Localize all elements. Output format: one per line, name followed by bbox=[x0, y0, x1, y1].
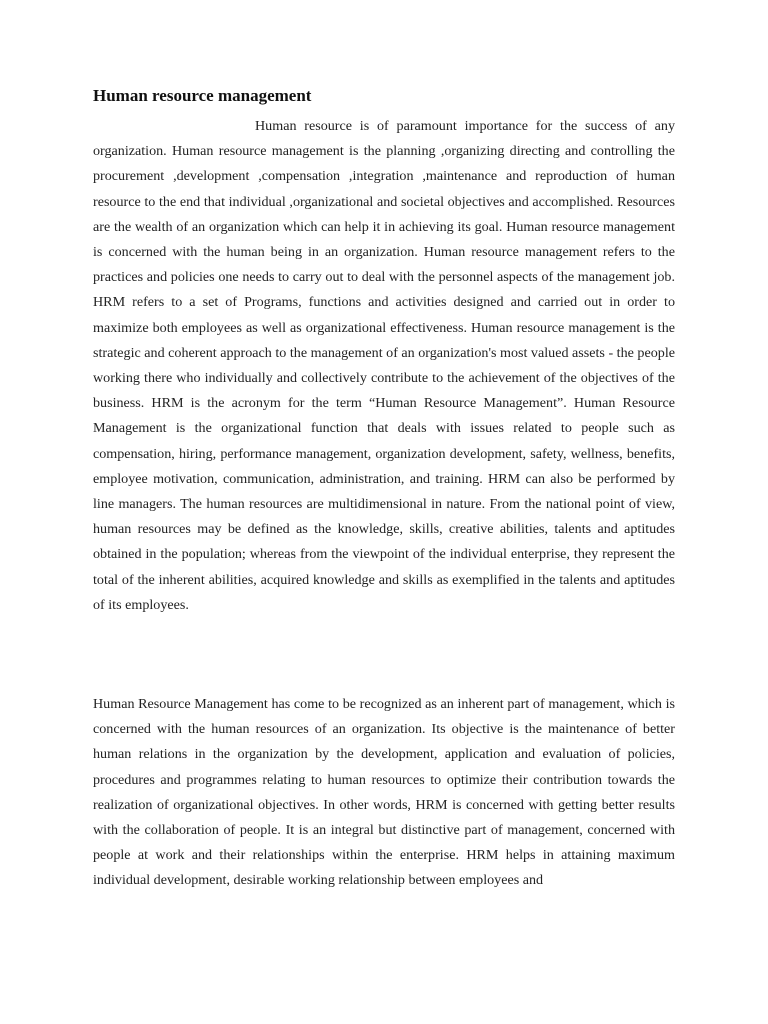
document-title: Human resource management bbox=[93, 86, 312, 105]
paragraph-2: Human Resource Management has come to be recognized as an inherent part of management, which is concerned with the human resources of an organization. Its objective is the maintenance of better human relations in the organization by the development, application and evaluation of policies, procedures and programmes relating to human resources to optimize their contribution towards the realization of organizational objectives. In other words, HRM is concerned with getting better results with the collaboration of people. It is an integral but distinctive part of management, concerned with people at work and their relationships within the enterprise. HRM helps in attaining maximum individual development, desirable working relationship between employees and bbox=[93, 696, 675, 889]
paragraph-1: Human resource is of paramount importance for the success of any organization. Human resource management is the planning ,organizing directing and controlling the procurement ,development ,compensation ,integration ,maintenance and reproduction of human resource to the end that individual ,organizational and societal objectives and accomplished. Resources are the wealth of an organization which can help it in achieving its goal. Human resource management is concerned with the human being in an organization. Human resource management refers to the practices and policies one needs to carry out to deal with the personnel aspects of the management job. HRM refers to a set of Programs, functions and activities designed and carried out in order to maximize both employees as well as organizational effectiveness. Human resource management is the strategic and coherent approach to the management of an organization's most valued assets - the people working there who individually and collectively contribute to the achievement of the objectives of the business. HRM is the acronym for the term “Human Resource Management”. Human Resource Management is the organizational function that deals with issues related to people such as compensation, hiring, performance management, organization development, safety, wellness, benefits, employee motivation, communication, administration, and training. HRM can also be performed by line managers. The human resources are multidimensional in nature. From the national point of view, human resources may be defined as the knowledge, skills, creative abilities, talents and aptitudes obtained in the population; whereas from the viewpoint of the individual enterprise, they represent the total of the inherent abilities, acquired knowledge and skills as exemplified in the talents and aptitudes of its employees. bbox=[93, 118, 675, 613]
